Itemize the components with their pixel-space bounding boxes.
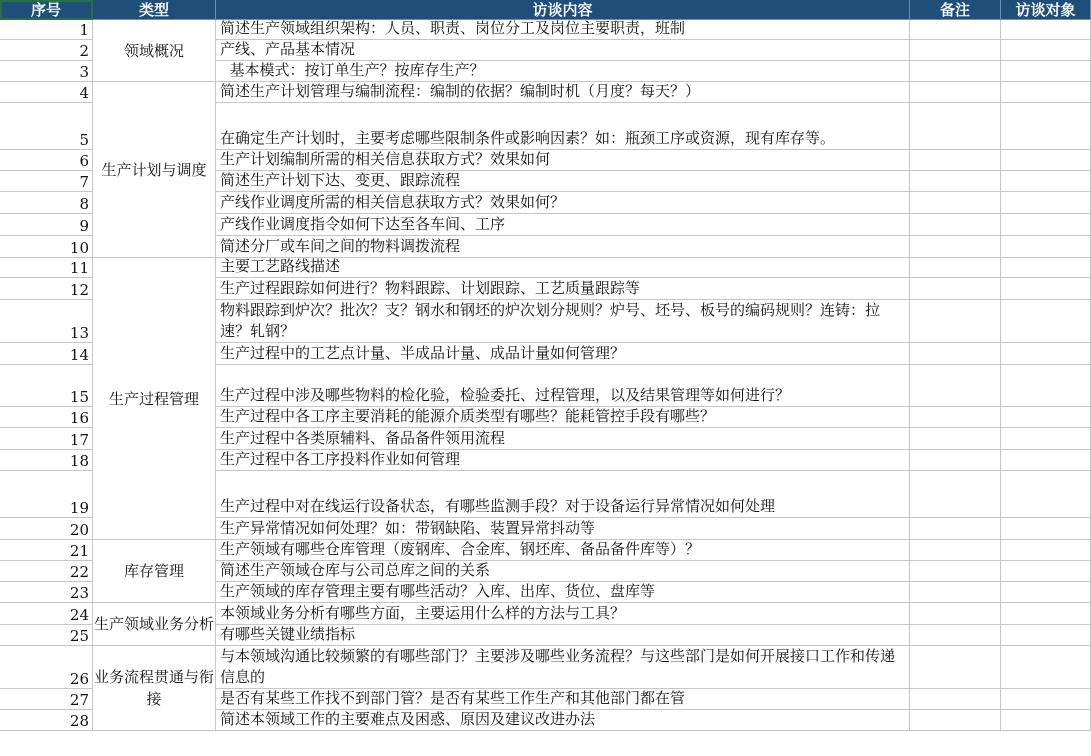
content-cell-text: 生产异常情况如何处理？如：带钢缺陷、装置异常抖动等: [220, 519, 596, 537]
header-target[interactable]: 访谈对象: [1001, 0, 1091, 20]
remark-cell[interactable]: [910, 471, 1001, 518]
content-cell[interactable]: [216, 343, 910, 365]
content-cell-text: 与本领域沟通比较频繁的有哪些部门？主要涉及哪些业务流程？与这些部门是如何开展接口工作和传递信息的: [220, 647, 896, 686]
target-cell[interactable]: [1001, 61, 1091, 82]
remark-cell[interactable]: [910, 365, 1001, 407]
target-cell[interactable]: [1001, 192, 1091, 214]
content-cell[interactable]: [216, 450, 910, 471]
content-cell[interactable]: [216, 278, 910, 300]
row-number-cell[interactable]: 1: [0, 20, 93, 40]
row-number-cell[interactable]: 10: [0, 236, 93, 258]
row-number-cell[interactable]: 17: [0, 428, 93, 450]
content-cell[interactable]: [216, 540, 910, 561]
row-number-cell[interactable]: 26: [0, 646, 93, 689]
remark-cell[interactable]: [910, 561, 1001, 582]
content-cell[interactable]: [216, 561, 910, 582]
content-cell[interactable]: [216, 150, 910, 171]
target-cell[interactable]: [1001, 689, 1091, 710]
content-cell[interactable]: [216, 407, 910, 428]
content-cell-text: 简述生产领域仓库与公司总库之间的关系: [220, 561, 491, 579]
remark-cell[interactable]: [910, 582, 1001, 603]
target-cell[interactable]: [1001, 365, 1091, 407]
target-cell[interactable]: [1001, 300, 1091, 343]
content-cell-text: 简述生产计划下达、变更、跟踪流程: [220, 171, 461, 189]
target-cell[interactable]: [1001, 646, 1091, 689]
type-group-cell[interactable]: 库存管理: [93, 540, 216, 603]
target-cell[interactable]: [1001, 214, 1091, 236]
target-cell[interactable]: [1001, 343, 1091, 365]
row-number-cell[interactable]: 11: [0, 258, 93, 278]
content-cell[interactable]: [216, 236, 910, 258]
target-cell[interactable]: [1001, 625, 1091, 646]
target-cell[interactable]: [1001, 407, 1091, 428]
content-cell-text: 生产过程中各工序主要消耗的能源介质类型有哪些？能耗管控手段有哪些？: [220, 407, 716, 425]
content-cell[interactable]: [216, 300, 910, 343]
content-cell-text: 生产过程跟踪如何进行？物料跟踪、计划跟踪、工艺质量跟踪等: [220, 279, 641, 297]
remark-cell[interactable]: [910, 300, 1001, 343]
row-number-cell[interactable]: 4: [0, 82, 93, 103]
content-cell[interactable]: [216, 103, 910, 150]
content-cell-text: 基本模式：按订单生产？按库存生产？: [220, 61, 485, 79]
content-cell-text: 在确定生产计划时，主要考虑哪些限制条件或影响因素？如：瓶颈工序或资源，现有库存等。: [220, 129, 836, 147]
remark-cell[interactable]: [910, 258, 1001, 278]
target-cell[interactable]: [1001, 471, 1091, 518]
remark-cell[interactable]: [910, 407, 1001, 428]
content-cell[interactable]: [216, 625, 910, 646]
header-remark[interactable]: 备注: [910, 0, 1001, 20]
remark-cell[interactable]: [910, 450, 1001, 471]
target-cell[interactable]: [1001, 278, 1091, 300]
target-cell[interactable]: [1001, 150, 1091, 171]
content-cell[interactable]: [216, 689, 910, 710]
content-cell[interactable]: [216, 471, 910, 518]
content-cell[interactable]: [216, 710, 910, 731]
remark-cell[interactable]: [910, 540, 1001, 561]
remark-cell[interactable]: [910, 40, 1001, 61]
content-cell-text: 生产计划编制所需的相关信息获取方式？效果如何: [220, 150, 551, 168]
content-cell[interactable]: [216, 365, 910, 407]
remark-cell[interactable]: [910, 150, 1001, 171]
row-number-cell[interactable]: 27: [0, 689, 93, 710]
content-cell[interactable]: [216, 646, 910, 689]
content-cell-text: 产线作业调度指令如何下达至各车间、工序: [220, 215, 506, 233]
type-group-cell[interactable]: 生产过程管理: [93, 258, 216, 540]
row-number-cell[interactable]: 8: [0, 192, 93, 214]
content-cell-text: 产线、产品基本情况: [220, 40, 356, 58]
remark-cell[interactable]: [910, 192, 1001, 214]
remark-cell[interactable]: [910, 236, 1001, 258]
header-no[interactable]: 序号: [0, 0, 93, 20]
remark-cell[interactable]: [910, 518, 1001, 540]
target-cell[interactable]: [1001, 40, 1091, 61]
type-group-cell[interactable]: 生产计划与调度: [93, 82, 216, 258]
row-number-cell[interactable]: 16: [0, 407, 93, 428]
type-group-cell[interactable]: 生产领域业务分析: [93, 603, 216, 646]
row-number-cell[interactable]: 13: [0, 300, 93, 343]
row-number-cell[interactable]: 25: [0, 625, 93, 646]
row-number-cell[interactable]: 7: [0, 171, 93, 192]
remark-cell[interactable]: [910, 214, 1001, 236]
remark-cell[interactable]: [910, 428, 1001, 450]
row-number-cell[interactable]: 28: [0, 710, 93, 731]
content-cell-text: 有哪些关键业绩指标: [220, 625, 356, 643]
remark-cell[interactable]: [910, 278, 1001, 300]
row-number-cell[interactable]: 22: [0, 561, 93, 582]
content-cell-text: 本领域业务分析有哪些方面，主要运用什么样的方法与工具？: [220, 604, 626, 622]
row-number-cell[interactable]: 21: [0, 540, 93, 561]
content-cell[interactable]: [216, 171, 910, 192]
remark-cell[interactable]: [910, 343, 1001, 365]
row-number-cell[interactable]: 2: [0, 40, 93, 61]
remark-cell[interactable]: [910, 603, 1001, 625]
header-content[interactable]: 访谈内容: [216, 0, 910, 20]
content-cell[interactable]: [216, 61, 910, 82]
row-number-cell[interactable]: 18: [0, 450, 93, 471]
target-cell[interactable]: [1001, 540, 1091, 561]
remark-cell[interactable]: [910, 20, 1001, 40]
target-cell[interactable]: [1001, 710, 1091, 731]
target-cell[interactable]: [1001, 20, 1091, 40]
content-cell[interactable]: [216, 40, 910, 61]
content-cell[interactable]: [216, 20, 910, 40]
content-cell[interactable]: [216, 518, 910, 540]
target-cell[interactable]: [1001, 171, 1091, 192]
remark-cell[interactable]: [910, 689, 1001, 710]
row-number-cell[interactable]: 14: [0, 343, 93, 365]
content-cell-text: 生产领域的库存管理主要有哪些活动？入库、出库、货位、盘库等: [220, 582, 656, 600]
remark-cell[interactable]: [910, 103, 1001, 150]
row-number-cell[interactable]: 19: [0, 471, 93, 518]
remark-cell[interactable]: [910, 625, 1001, 646]
content-cell[interactable]: [216, 258, 910, 278]
content-cell-text: 生产过程中各工序投料作业如何管理: [220, 450, 461, 468]
content-cell-text: 产线作业调度所需的相关信息获取方式？效果如何？: [220, 193, 566, 211]
target-cell[interactable]: [1001, 603, 1091, 625]
remark-cell[interactable]: [910, 82, 1001, 103]
row-number-cell[interactable]: 24: [0, 603, 93, 625]
content-cell-text: 简述生产领域组织架构：人员、职责、岗位分工及岗位主要职责，班制: [220, 20, 686, 37]
content-cell-text: 简述本领域工作的主要难点及困惑、原因及建议改进办法: [220, 710, 596, 728]
row-number-cell[interactable]: 6: [0, 150, 93, 171]
content-cell-text: 是否有某些工作找不到部门管？是否有某些工作生产和其他部门都在管: [220, 689, 686, 707]
row-number-cell[interactable]: 20: [0, 518, 93, 540]
type-group-cell[interactable]: 业务流程贯通与衔接: [93, 646, 216, 731]
target-cell[interactable]: [1001, 236, 1091, 258]
target-cell[interactable]: [1001, 518, 1091, 540]
remark-cell[interactable]: [910, 710, 1001, 731]
content-cell-text: 主要工艺路线描述: [220, 258, 341, 275]
row-number-cell[interactable]: 9: [0, 214, 93, 236]
target-cell[interactable]: [1001, 561, 1091, 582]
target-cell[interactable]: [1001, 582, 1091, 603]
content-cell-text: 生产过程中的工艺点计量、半成品计量、成品计量如何管理？: [220, 344, 626, 362]
content-cell-text: 物料跟踪到炉次？批次？支？钢水和钢坯的炉次划分规则？炉号、坯号、板号的编码规则？连铸：拉速？轧钢？: [220, 301, 881, 340]
remark-cell[interactable]: [910, 61, 1001, 82]
target-cell[interactable]: [1001, 103, 1091, 150]
row-number-cell[interactable]: 3: [0, 61, 93, 82]
remark-cell[interactable]: [910, 646, 1001, 689]
target-cell[interactable]: [1001, 258, 1091, 278]
target-cell[interactable]: [1001, 428, 1091, 450]
content-cell[interactable]: [216, 214, 910, 236]
row-number-cell[interactable]: 15: [0, 365, 93, 407]
content-cell[interactable]: [216, 582, 910, 603]
content-cell-text: 生产过程中各类原辅料、备品备件领用流程: [220, 429, 506, 447]
content-cell[interactable]: [216, 82, 910, 103]
content-cell[interactable]: [216, 603, 910, 625]
content-cell-text: 生产过程中对在线运行设备状态，有哪些监测手段？对于设备运行异常情况如何处理: [220, 497, 776, 515]
target-cell[interactable]: [1001, 82, 1091, 103]
target-cell[interactable]: [1001, 450, 1091, 471]
header-type[interactable]: 类型: [93, 0, 216, 20]
row-number-cell[interactable]: 5: [0, 103, 93, 150]
row-number-cell[interactable]: 12: [0, 278, 93, 300]
content-cell[interactable]: [216, 192, 910, 214]
content-cell[interactable]: [216, 428, 910, 450]
content-cell-text: 简述分厂或车间之间的物料调拨流程: [220, 237, 461, 255]
content-cell-text: 简述生产计划管理与编制流程：编制的依据？编制时机（月度？每天？）: [220, 82, 701, 100]
content-cell-text: 生产领域有哪些仓库管理（废钢库、合金库、钢坯库、备品备件库等）？: [220, 540, 701, 558]
content-cell-text: 生产过程中涉及哪些物料的检化验，检验委托、过程管理，以及结果管理等如何进行？: [220, 386, 791, 404]
remark-cell[interactable]: [910, 171, 1001, 192]
row-number-cell[interactable]: 23: [0, 582, 93, 603]
type-group-cell[interactable]: 领域概况: [93, 20, 216, 82]
